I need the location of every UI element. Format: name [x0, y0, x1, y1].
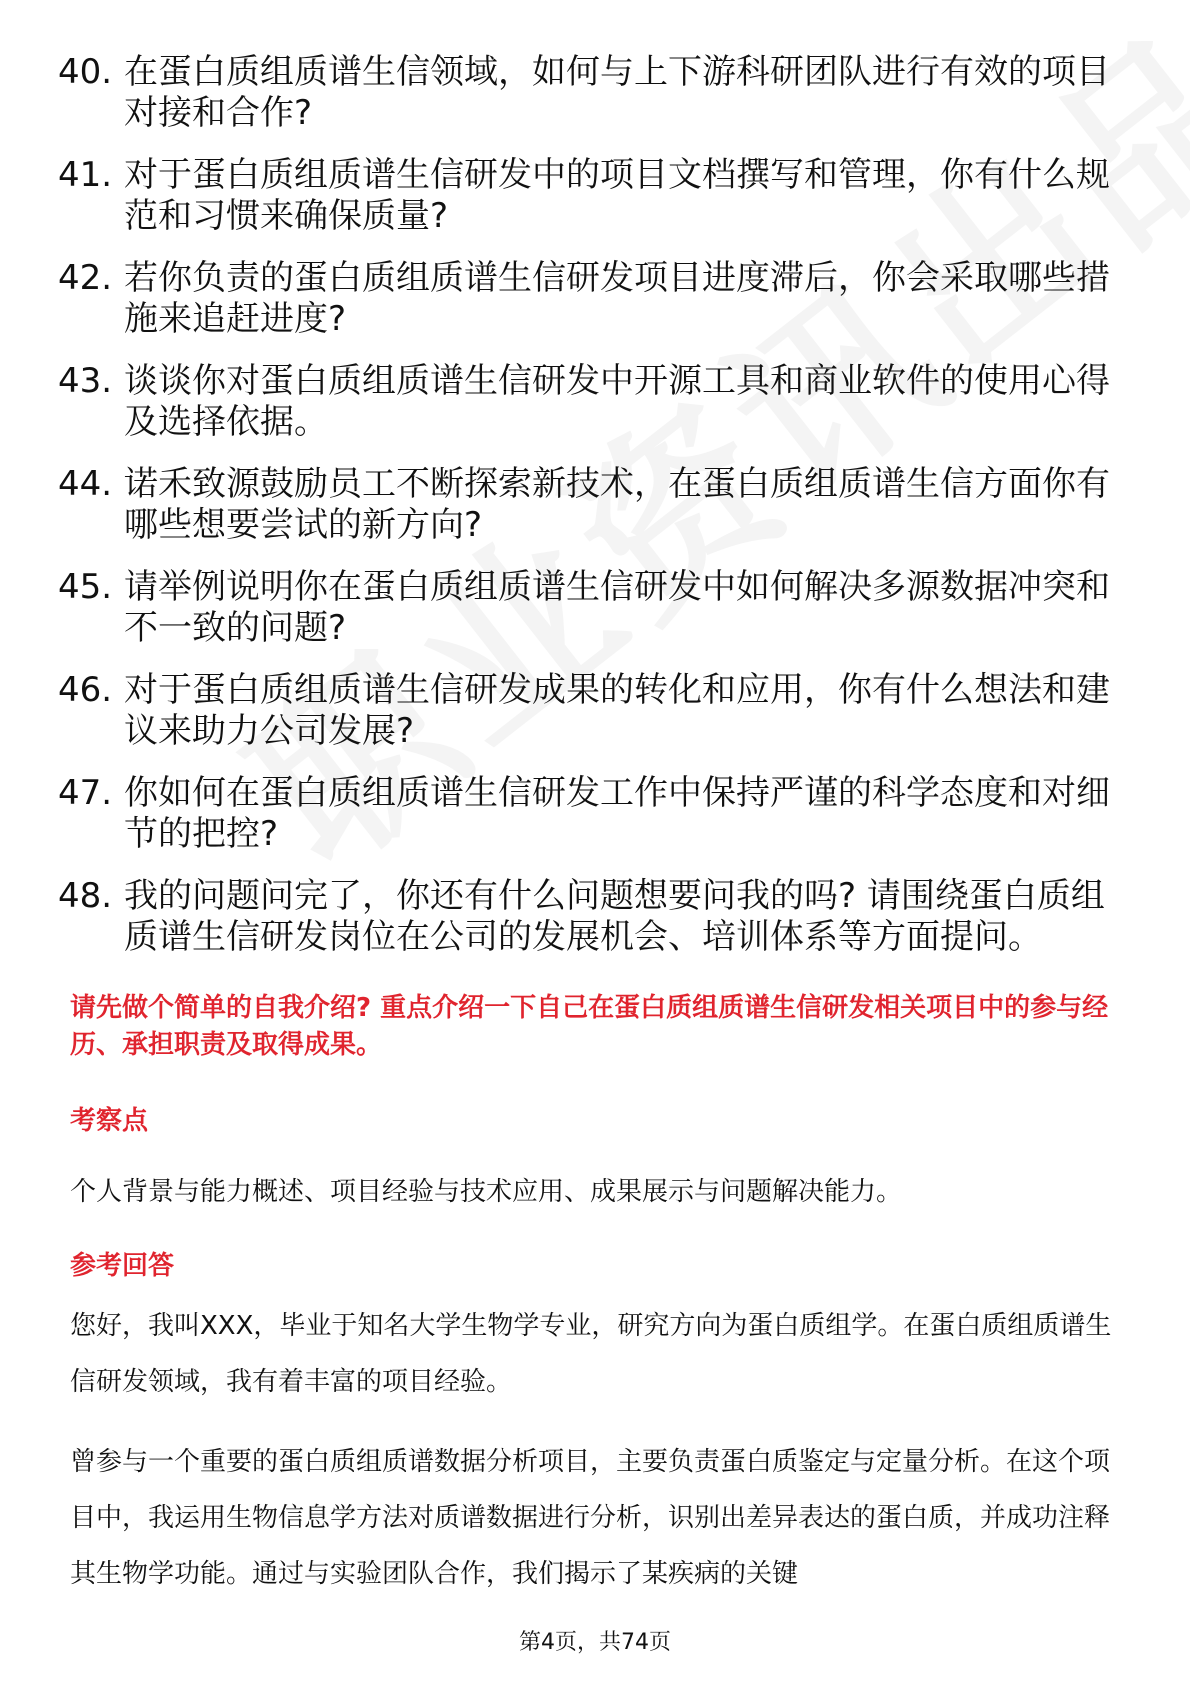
question-item: [58, 464, 1128, 546]
question-number: 44.: [58, 464, 113, 504]
question-number: 45.: [58, 567, 113, 607]
question-text: 诺禾致源鼓励员工不断探索新技术，在蛋白质组质谱生信方面你有哪些想要尝试的新方向?: [124, 464, 1110, 545]
question-item: [58, 361, 1128, 443]
question-item: [58, 773, 1128, 855]
question-list: [58, 52, 1128, 979]
question-text: 在蛋白质组质谱生信领域，如何与上下游科研团队进行有效的项目对接和合作?: [124, 52, 1110, 133]
question-text: 我的问题问完了，你还有什么问题想要问我的吗? 请围绕蛋白质组质谱生信研发岗位在公司的发展机会、培训体系等方面提问。: [124, 876, 1105, 957]
question-item: [58, 567, 1128, 649]
question-text: 对于蛋白质组质谱生信研发中的项目文档撰写和管理，你有什么规范和习惯来确保质量?: [124, 155, 1110, 236]
focus-heading: 考察点: [70, 1106, 149, 1136]
question-item: [58, 670, 1128, 752]
question-item: [58, 155, 1128, 237]
question-text: 若你负责的蛋白质组质谱生信研发项目进度滞后，你会采取哪些措施来追赶进度?: [124, 258, 1110, 339]
question-item: [58, 258, 1128, 340]
answer-paragraph-1: 您好，我叫XXX，毕业于知名大学生物学专业，研究方向为蛋白质组学。在蛋白质组质谱生信研发领域，我有着丰富的项目经验。: [70, 1311, 1112, 1397]
question-number: 40.: [58, 52, 113, 92]
question-number: 46.: [58, 670, 113, 710]
page-number: 第4页，共74页: [519, 1630, 671, 1655]
question-item: [58, 52, 1128, 134]
answer-heading: 参考回答: [70, 1251, 175, 1281]
question-item: [58, 876, 1128, 958]
focus-text: 个人背景与能力概述、项目经验与技术应用、成果展示与问题解决能力。: [70, 1177, 903, 1207]
question-text: 你如何在蛋白质组质谱生信研发工作中保持严谨的科学态度和对细节的把控?: [124, 773, 1110, 854]
intro-question: 请先做个简单的自我介绍? 重点介绍一下自己在蛋白质组质谱生信研发相关项目中的参与经历、承担职责及取得成果。: [70, 993, 1109, 1060]
answer-paragraph-2: 曾参与一个重要的蛋白质组质谱数据分析项目，主要负责蛋白质鉴定与定量分析。在这个项目中，我运用生物信息学方法对质谱数据进行分析，识别出差异表达的蛋白质，并成功注释其生物学功能。通过与实验团队合作，我们揭示了某疾病的关键: [70, 1447, 1111, 1589]
question-number: 43.: [58, 361, 113, 401]
question-text: 谈谈你对蛋白质组质谱生信研发中开源工具和商业软件的使用心得及选择依据。: [124, 361, 1110, 442]
question-number: 42.: [58, 258, 113, 298]
question-text: 请举例说明你在蛋白质组质谱生信研发中如何解决多源数据冲突和不一致的问题?: [124, 567, 1110, 648]
question-number: 47.: [58, 773, 113, 813]
question-text: 对于蛋白质组质谱生信研发成果的转化和应用，你有什么想法和建议来助力公司发展?: [124, 670, 1110, 751]
question-number: 41.: [58, 155, 113, 195]
question-number: 48.: [58, 876, 113, 916]
